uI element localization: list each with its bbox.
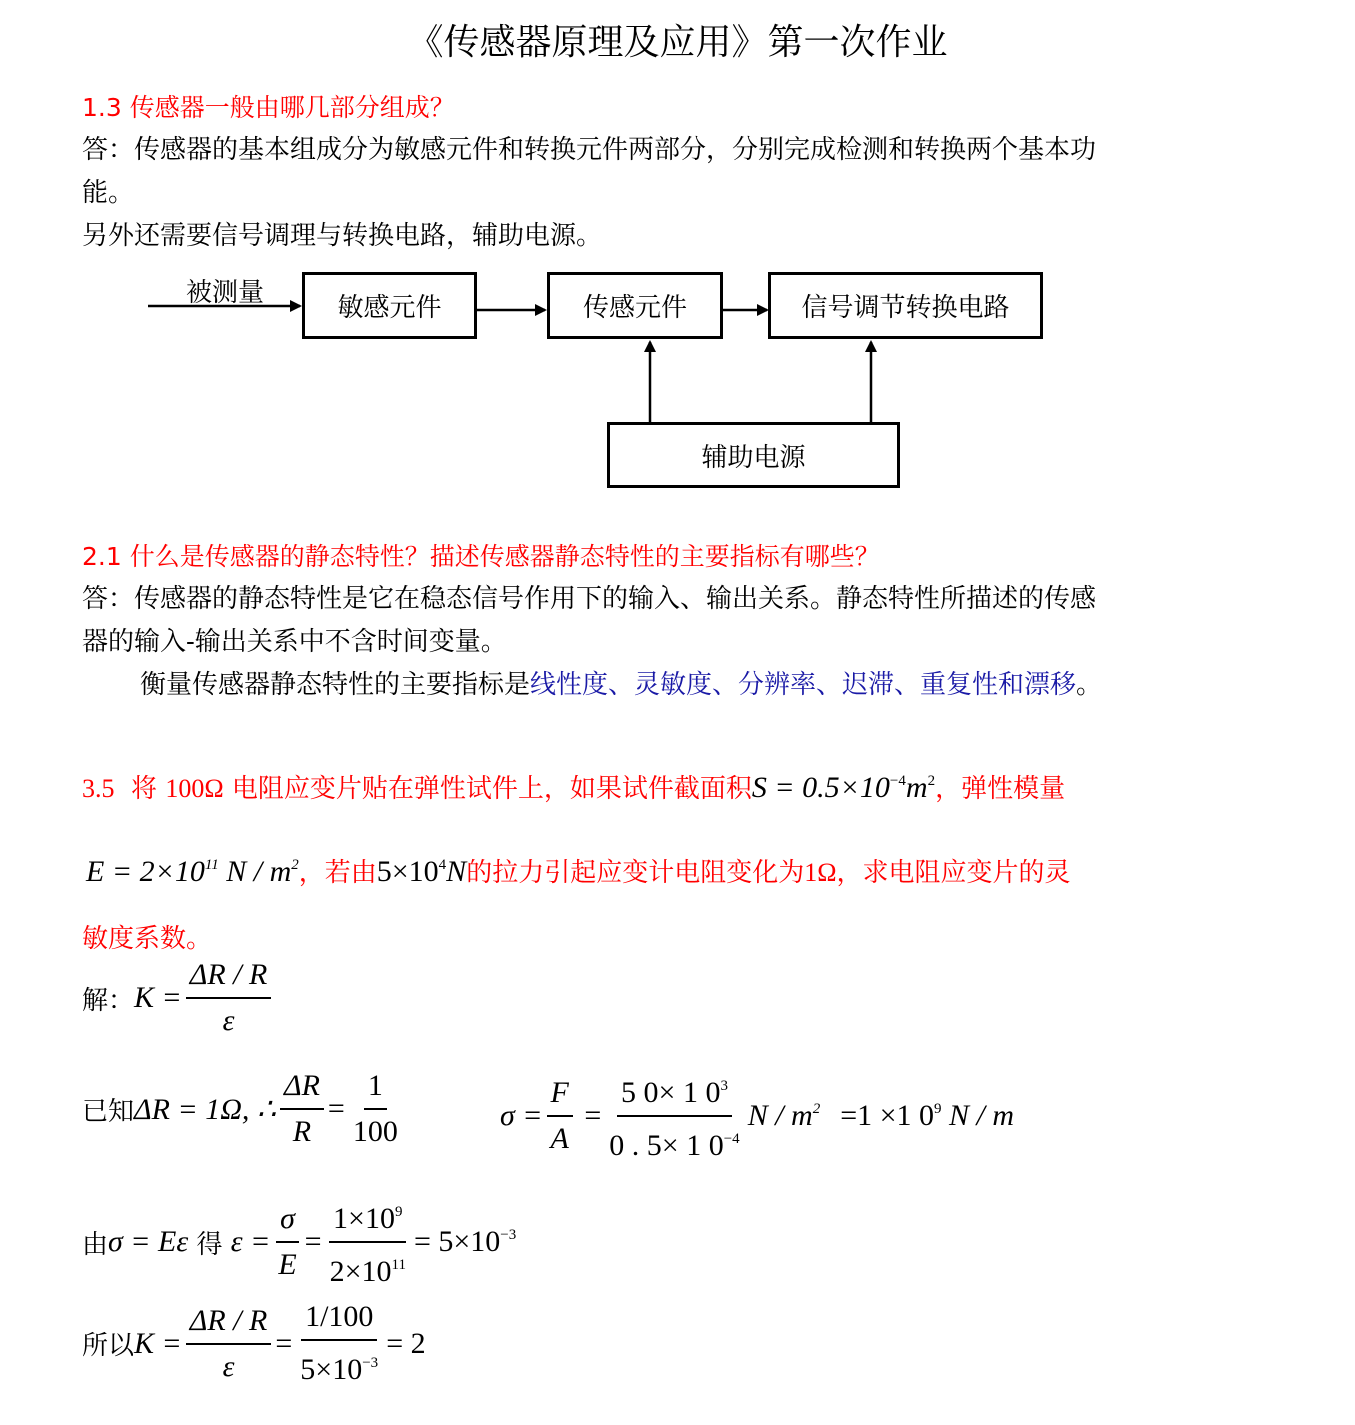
sigma-symbol: σ = (500, 1099, 543, 1132)
answer-2-line2: 器的输入-输出关系中不含时间变量。 (82, 627, 507, 657)
q3-text-f: ，求电阻应变片的灵 (836, 858, 1071, 888)
modulus-value: E = 2×10 (86, 855, 205, 888)
box-auxiliary-power: 辅助电源 (607, 422, 900, 488)
solution-stress: σ = $\frac{F}{A}$ = $\frac{5 0\times 1 0^3}{0 . 5\times 1 0^{-4}}$ N / $m^2$ =1 ×1 $0^9$ N / m (500, 1066, 1014, 1166)
stress-calc-fraction: $\frac{5 0\times 1 0^3}{0 . 5\times 1 0^{-4}}$ (605, 1066, 743, 1166)
so-label: 所以 (82, 1331, 135, 1361)
input-label: 被测量 (186, 278, 265, 308)
force-value: 5×10 (376, 855, 439, 888)
force-expression (377, 855, 466, 889)
box-transducer-element: 传感元件 (547, 272, 723, 339)
f-over-a-fraction: $\frac{F}{A}$ (547, 1073, 573, 1159)
get-label: 得 (196, 1229, 223, 1260)
area-exponent: −4 (889, 773, 906, 789)
answer-2-line3 (140, 664, 1102, 701)
area-value: S = 0.5×10 (751, 771, 890, 804)
delta-r-equation: ΔR = 1Ω, ∴ (134, 1092, 276, 1126)
one-over-hundred-fraction: $\frac{1}{100}$ (349, 1066, 402, 1152)
solution-known: 已知 ΔR = 1Ω, ∴ $\frac{\Delta R}{R}$ = $\frac{1}{100}$ (82, 1066, 406, 1152)
q3-text-b: 电阻应变片贴在弹性试件上，如果试件截面积 (231, 774, 752, 804)
epsilon-symbol: ε = (230, 1225, 271, 1258)
q3-text-e: 的拉力引起应变计电阻变化为 (466, 858, 805, 888)
hooke-law: σ = Eε (108, 1225, 189, 1258)
k-calc-fraction: $\frac{1/100}{5\times 10^{-3}}$ (296, 1297, 382, 1390)
sigma-over-e-fraction: $\frac{\sigma}{E}$ (274, 1199, 300, 1285)
solution-strain: 由 σ = Eε 得 ε = $\frac{\sigma}{E}$ = $\frac{1\times 10^9}{2\times 10^{11}}$ = $5\times 10^{-3}$ (82, 1192, 516, 1292)
stress-result: =1 ×1 $0^9$ N / m (840, 1099, 1015, 1132)
question-2-1: 2.1 什么是传感器的静态特性？描述传感器静态特性的主要指标有哪些？ (82, 542, 880, 571)
question-1-3: 1.3 传感器一般由哪几部分组成？ (82, 93, 455, 122)
q3-resistance: 100Ω (165, 774, 224, 803)
q3-text-c: ，弹性模量 (935, 774, 1066, 804)
area-expression: $S = 0.5\times 10^{-4}m^2$ (751, 771, 936, 804)
answer-1-line2: 能。 (82, 178, 135, 208)
q3-text-a: 将 (131, 774, 158, 804)
k-final-value: = 2 (386, 1326, 426, 1360)
solution-k-result: 所以 K = $\frac{\Delta R / R}{\varepsilon}$ = $\frac{1/100}{5\times 10^{-3}}$ = 2 (82, 1297, 426, 1390)
box-sensitive-element: 敏感元件 (302, 272, 477, 339)
box-signal-conditioning: 信号调节转换电路 (768, 272, 1043, 339)
force-unit: N (446, 855, 467, 888)
k-symbol-final: K = (134, 1326, 182, 1360)
k-fraction: $\frac{\Delta R / R}{\varepsilon}$ (186, 955, 272, 1041)
answer-1-line3: 另外还需要信号调理与转换电路，辅助电源。 (82, 221, 603, 251)
by-label: 由 (82, 1229, 109, 1260)
known-label: 已知 (82, 1096, 135, 1127)
solution-k-definition (82, 955, 275, 1041)
modulus-expression: $E = 2\times 10^{11}$ N / $m^2$ (86, 855, 299, 888)
q3-text-d: ，若由 (298, 858, 377, 888)
resistance-change: 1Ω (804, 858, 837, 887)
question-3-5-line2 (86, 852, 1071, 889)
modulus-unit: N / m (226, 855, 292, 888)
question-3-5-line1 (82, 768, 1065, 805)
static-metrics-list: 线性度、灵敏度、分辨率、迟滞、重复性和漂移 (530, 670, 1077, 700)
force-exponent: 4 (438, 857, 447, 873)
stress-unit: N / $m^2$ (747, 1099, 821, 1132)
dr-over-r-fraction: $\frac{\Delta R}{R}$ (280, 1066, 324, 1152)
q3-number: 3.5 (82, 774, 115, 803)
question-3-5-line3: 敏度系数。 (82, 924, 213, 954)
answer-2-line3-prefix: 衡量传感器静态特性的主要指标是 (140, 670, 531, 700)
strain-calc-fraction: $\frac{1\times 10^9}{2\times 10^{11}}$ (326, 1192, 410, 1292)
modulus-exponent: 11 (204, 857, 219, 873)
answer-2-line1: 答：传感器的静态特性是它在稳态信号作用下的输入、输出关系。静态特性所描述的传感 (82, 584, 1097, 614)
solution-label: 解： (82, 985, 135, 1016)
page-title: 《传感器原理及应用》第一次作业 (407, 22, 948, 63)
k-symbol: K = (134, 981, 182, 1014)
answer-1-line1: 答：传感器的基本组成分为敏感元件和转换元件两部分，分别完成检测和转换两个基本功 (82, 135, 1097, 165)
strain-result: = $5\times 10^{-3}$ (413, 1225, 517, 1258)
k-fraction-final: $\frac{\Delta R / R}{\varepsilon}$ (186, 1301, 272, 1387)
answer-2-line3-suffix: 。 (1076, 670, 1103, 700)
area-unit: m (905, 771, 928, 804)
